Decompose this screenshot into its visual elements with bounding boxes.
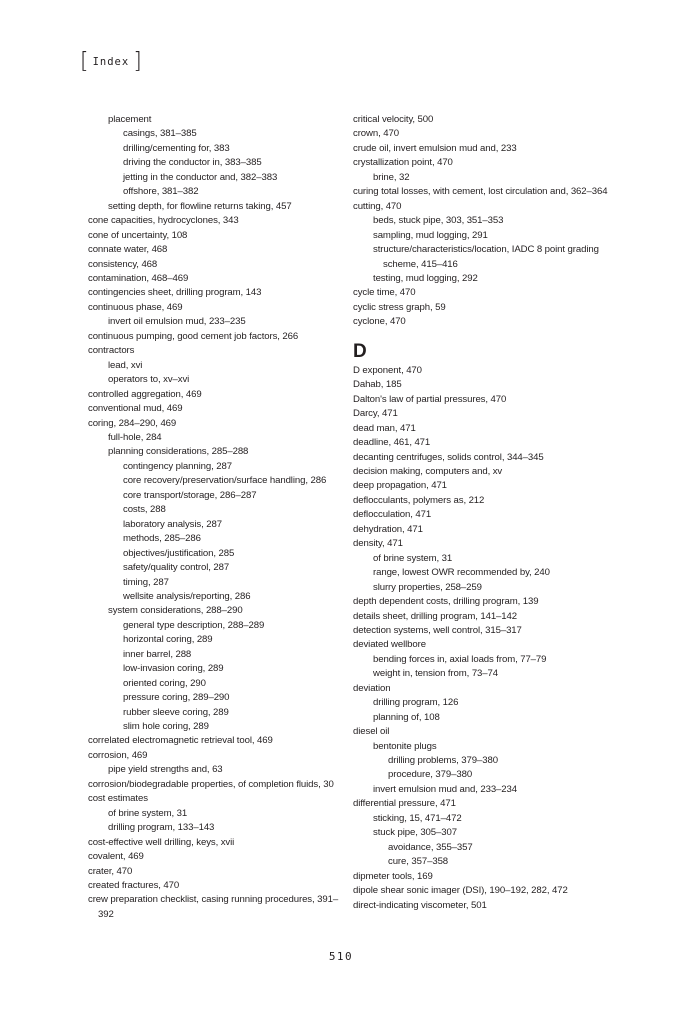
index-subentry: contingency planning, 287 xyxy=(123,460,232,472)
index-entry: coring, 284–290, 469 xyxy=(88,417,177,429)
index-entry: density, 471 xyxy=(353,538,403,550)
index-subentry: oriented coring, 290 xyxy=(123,677,206,689)
index-subentry: structure/characteristics/location, IADC 8 point grading scheme, 415–416 xyxy=(373,244,599,270)
index-entry: cone capacities, hydrocyclones, 343 xyxy=(88,215,239,227)
index-entry: continuous pumping, good cement job factors, 266 xyxy=(88,330,299,342)
index-entry: consistency, 468 xyxy=(88,258,158,270)
index-entry: deflocculation, 471 xyxy=(353,509,432,521)
index-entry: covalent, 469 xyxy=(88,851,144,863)
page-number: 510 xyxy=(328,950,354,963)
index-subentry: costs, 288 xyxy=(123,504,166,516)
index-subentry: core transport/storage, 286–287 xyxy=(123,489,257,501)
index-entry: decanting centrifuges, solids control, 344–345 xyxy=(353,451,544,463)
index-subentry: core recovery/preservation/surface handling, 286 xyxy=(123,475,327,487)
index-subentry: placement xyxy=(108,114,152,125)
index-subentry: rubber sleeve coring, 289 xyxy=(123,706,229,718)
index-subentry: drilling problems, 379–380 xyxy=(388,755,498,767)
section-heading: D xyxy=(353,340,367,362)
index-subentry: drilling/cementing for, 383 xyxy=(123,142,230,154)
index-subentry: operators to, xv–xvi xyxy=(108,374,190,386)
index-subentry: testing, mud logging, 292 xyxy=(373,272,478,284)
index-entry: deflocculants, polymers as, 212 xyxy=(353,494,485,506)
index-entry: cost-effective well drilling, keys, xvii xyxy=(88,836,235,848)
index-entry: corrosion/biodegradable properties, of completion fluids, 30 xyxy=(88,778,334,790)
index-entry: connate water, 468 xyxy=(88,244,168,256)
right-bracket: ] xyxy=(133,49,142,74)
index-subentry: of brine system, 31 xyxy=(373,552,453,564)
index-group-d xyxy=(353,364,615,913)
running-header xyxy=(80,49,142,75)
index-subentry: slurry properties, 258–259 xyxy=(373,581,482,593)
index-subentry: pipe yield strengths and, 63 xyxy=(108,764,223,776)
index-subentry: planning considerations, 285–288 xyxy=(108,446,249,458)
index-entry: deep propagation, 471 xyxy=(353,480,447,492)
index-subentry: weight in, tension from, 73–74 xyxy=(373,668,498,680)
index-entry: contamination, 468–469 xyxy=(88,272,189,284)
index-subentry: pressure coring, 289–290 xyxy=(123,692,230,704)
index-subentry: laboratory analysis, 287 xyxy=(123,518,222,530)
index-column-right xyxy=(353,113,615,913)
index-subentry: cure, 357–358 xyxy=(388,856,449,868)
index-entry: deadline, 461, 471 xyxy=(353,437,431,449)
index-entry: depth dependent costs, drilling program, 139 xyxy=(353,596,539,608)
index-entry: conventional mud, 469 xyxy=(88,403,183,415)
index-subentry: planning of, 108 xyxy=(373,711,440,723)
index-entry: cost estimates xyxy=(88,793,148,805)
index-subentry: jetting in the conductor and, 382–383 xyxy=(123,171,278,183)
index-subentry: avoidance, 355–357 xyxy=(388,841,473,853)
index-subentry: procedure, 379–380 xyxy=(388,769,473,781)
index-entry: created fractures, 470 xyxy=(88,880,180,892)
index-subentry: full-hole, 284 xyxy=(108,431,162,443)
index-entry: cyclone, 470 xyxy=(353,316,406,328)
index-subentry: range, lowest OWR recommended by, 240 xyxy=(373,567,550,579)
header-label: Index xyxy=(92,56,130,68)
index-subentry: setting depth, for flowline returns taking, 457 xyxy=(108,200,292,212)
index-subentry: lead, xvi xyxy=(108,359,143,371)
index-subentry: invert emulsion mud and, 233–234 xyxy=(373,783,517,795)
index-entry: contractors xyxy=(88,345,135,357)
index-subentry: slim hole coring, 289 xyxy=(123,721,209,733)
index-subentry: horizontal coring, 289 xyxy=(123,634,213,646)
index-entry: contingencies sheet, drilling program, 143 xyxy=(88,287,262,299)
index-subentry: safety/quality control, 287 xyxy=(123,562,230,574)
index-entry: Dalton's law of partial pressures, 470 xyxy=(353,393,507,405)
index-entry: direct-indicating viscometer, 501 xyxy=(353,899,487,911)
index-entry: diesel oil xyxy=(353,726,390,738)
index-subentry: low-invasion coring, 289 xyxy=(123,663,224,675)
index-subentry: drilling program, 133–143 xyxy=(108,822,215,834)
index-entry: Darcy, 471 xyxy=(353,408,398,420)
index-entry: cutting, 470 xyxy=(353,200,402,212)
index-subentry: of brine system, 31 xyxy=(108,807,188,819)
index-entry: Dahab, 185 xyxy=(353,379,402,391)
index-entry: crude oil, invert emulsion mud and, 233 xyxy=(353,142,517,154)
index-subentry: beds, stuck pipe, 303, 351–353 xyxy=(373,215,504,227)
index-entry: cone of uncertainty, 108 xyxy=(88,229,188,241)
left-bracket: [ xyxy=(80,49,89,74)
index-subentry: casings, 381–385 xyxy=(123,128,197,140)
index-subentry: invert oil emulsion mud, 233–235 xyxy=(108,316,246,328)
index-subentry: bending forces in, axial loads from, 77–79 xyxy=(373,653,547,665)
index-entry: details sheet, drilling program, 141–142 xyxy=(353,610,517,622)
index-subentry: sampling, mud logging, 291 xyxy=(373,229,488,241)
index-subentry: timing, 287 xyxy=(123,576,169,588)
index-subentry: methods, 285–286 xyxy=(123,533,201,545)
index-entry: continuous phase, 469 xyxy=(88,301,183,313)
index-subentry: inner barrel, 288 xyxy=(123,648,192,660)
index-entry: differential pressure, 471 xyxy=(353,798,456,810)
index-entry: crystallization point, 470 xyxy=(353,157,453,169)
index-subentry: drilling program, 126 xyxy=(373,697,459,709)
index-subentry: stuck pipe, 305–307 xyxy=(373,827,457,839)
index-entry: crew preparation checklist, casing running procedures, 391–392 xyxy=(88,894,339,920)
index-entry: curing total losses, with cement, lost circulation and, 362–364 xyxy=(353,186,608,198)
index-entry: detection systems, well control, 315–317 xyxy=(353,624,522,636)
index-entry: critical velocity, 500 xyxy=(353,114,434,125)
index-entry: corrosion, 469 xyxy=(88,749,148,761)
index-entry: dipmeter tools, 169 xyxy=(353,870,433,882)
index-entry: dead man, 471 xyxy=(353,422,416,434)
index-subentry: driving the conductor in, 383–385 xyxy=(123,157,262,169)
index-entry: crown, 470 xyxy=(353,128,399,140)
index-entry: correlated electromagnetic retrieval tool, 469 xyxy=(88,735,273,747)
index-entry: dipole shear sonic imager (DSI), 190–192, 282, 472 xyxy=(353,885,568,897)
index-subentry: bentonite plugs xyxy=(373,740,437,752)
index-subentry: system considerations, 288–290 xyxy=(108,605,243,617)
index-column-left xyxy=(88,113,340,922)
index-subentry: brine, 32 xyxy=(373,171,410,183)
index-subentry: offshore, 381–382 xyxy=(123,186,199,198)
index-subentry: wellsite analysis/reporting, 286 xyxy=(123,590,251,602)
index-entry: cyclic stress graph, 59 xyxy=(353,301,446,313)
index-subentry: sticking, 15, 471–472 xyxy=(373,812,462,824)
index-entry: deviated wellbore xyxy=(353,639,426,651)
index-entry: deviation xyxy=(353,682,391,694)
index-subentry: objectives/justification, 285 xyxy=(123,547,235,559)
index-group-c xyxy=(353,113,615,330)
index-entry: controlled aggregation, 469 xyxy=(88,388,202,400)
index-entry: D exponent, 470 xyxy=(353,364,422,376)
index-entry: dehydration, 471 xyxy=(353,523,423,535)
index-entry: cycle time, 470 xyxy=(353,287,416,299)
index-entry: crater, 470 xyxy=(88,865,133,877)
index-subentry: general type description, 288–289 xyxy=(123,619,265,631)
index-entry: decision making, computers and, xv xyxy=(353,465,503,477)
